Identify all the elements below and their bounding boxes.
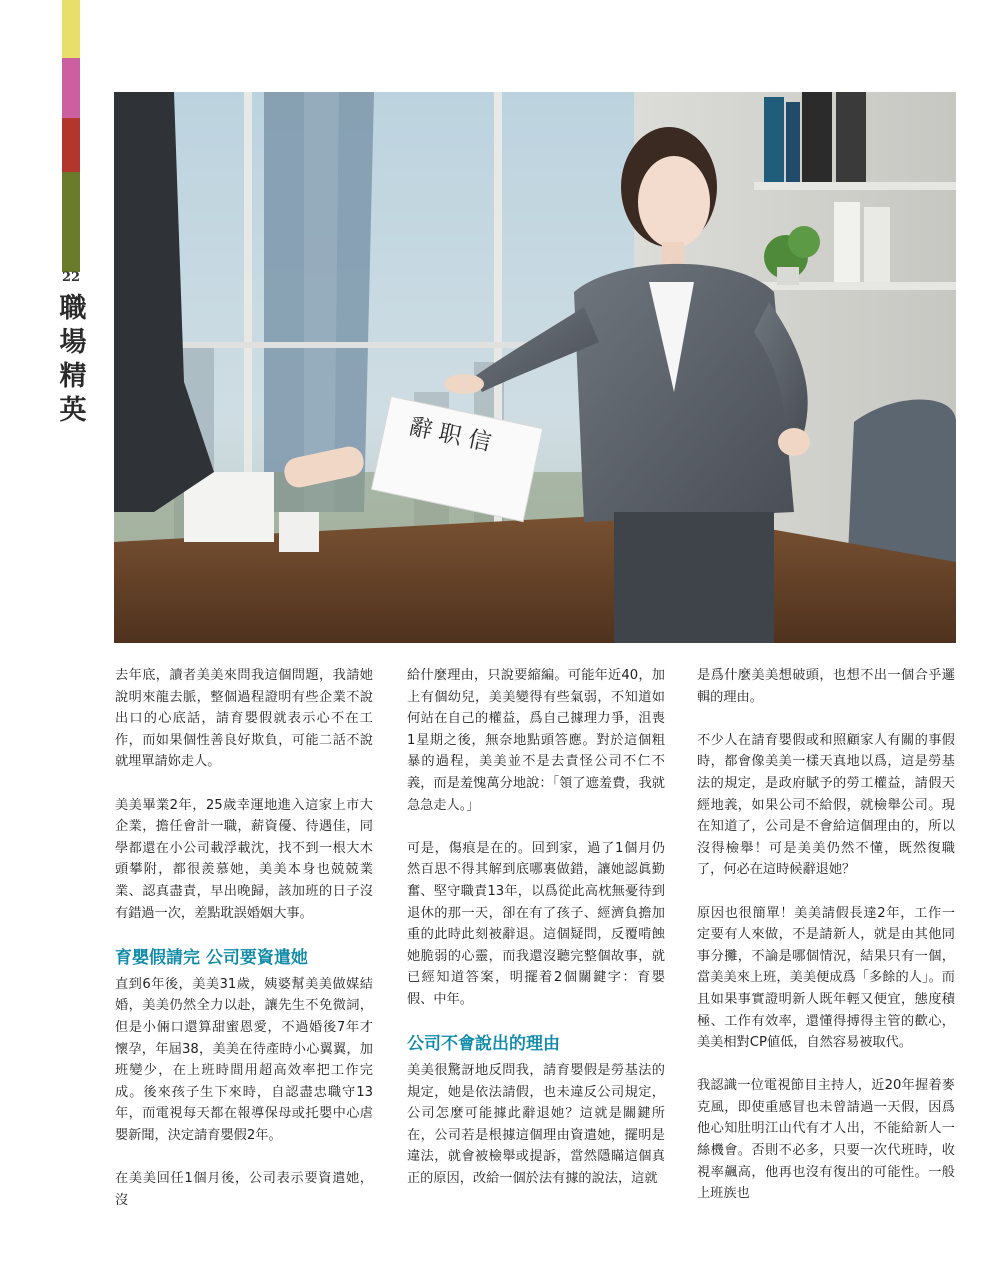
color-strip-red xyxy=(62,118,80,172)
paragraph: 原因也很簡單！美美請假長達2年，工作一定要有人來做，不是請新人，就是由其他同事分攤，不論是哪個情況，結果只有一個，當美美來上班，美美便成爲「多餘的人」。而且如果事實證明新人既年輕又便宜，態度積極、工作有效率，還懂得搏得主管的歡心，美美相對CP値低，自然容易被取代。 xyxy=(697,905,955,1051)
article-column-3 xyxy=(697,665,955,1226)
article-photo xyxy=(114,92,956,643)
office-resignation-illustration xyxy=(114,92,956,643)
paragraph: 美美很驚訝地反問我，請育嬰假是勞基法的規定，她是依法請假，也未違反公司規定，公司怎麼可能據此辭退她？這就是關鍵所在，公司若是根據這個理由資遣她，擺明是違法，就會被檢舉或提訴，當然隱瞞這個真正的原因，改給一個於法有據的說法，這就 xyxy=(407,1063,665,1187)
paragraph: 給什麼理由，只說要縮編。可能年近40，加上有個幼兒，美美變得有些氣弱，不知道如何站在自己的權益，爲自己據理力爭，沮喪1星期之後，無奈地點頭答應。對於這個粗暴的過程，美美並不是去責怪公司不仁不義，而是羞愧萬分地說：「領了遮羞費，我就急急走人。」 xyxy=(407,668,665,813)
paragraph: 可是，傷痕是在的。回到家，過了1個月仍然百思不得其解到底哪裏做錯，讓她認眞勤奮、堅守職責13年，以爲從此高枕無憂待到退休的那一天，卻在有了孩子、經濟負擔加重的此時此刻被辭退。這個疑問，反覆啃蝕她脆弱的心靈，而我還沒聽完整個故事，就已經知道答案，明擺着2個關鍵字：育嬰假、中年。 xyxy=(407,840,665,1007)
paragraph: 不少人在請育嬰假或和照顧家人有關的事假時，都會像美美一樣天真地以爲，這是勞基法的規定，是政府賦予的勞工權益，請假天經地義，如果公司不給假，就檢舉公司。現在知道了，公司是不會給這個理由的，所以沒得檢舉！可是美美仍然不懂，既然復職了，何必在這時候辭退她？ xyxy=(697,732,955,878)
article-column-2 xyxy=(407,665,665,1211)
resignation-letter-text: 辭职信 xyxy=(406,413,501,459)
section-title-char: 英 xyxy=(59,395,87,426)
color-strip-pink xyxy=(62,58,80,118)
subheading: 育嬰假請完 公司要資遣她 xyxy=(115,947,308,968)
section-title-char: 精 xyxy=(59,361,87,392)
paragraph: 直到6年後，美美31歲，姨婆幫美美做媒結婚，美美仍然全力以赴，讓先生不免微詞，但是小倆口還算甜蜜恩愛，不過婚後7年才懷孕，年屆38，美美在待產時小心翼翼，加班變少，在上班時間用超高效率把工作完成。後來孩子生下來時，自認盡忠職守13年，而電視每天都在報導保母或托嬰中心虐嬰新聞，決定請育嬰假2年。 xyxy=(115,976,373,1143)
paragraph: 是爲什麼美美想破頭，也想不出一個合乎邏輯的理由。 xyxy=(697,668,955,705)
section-title-char: 職 xyxy=(59,293,87,324)
paragraph: 我認識一位電視節目主持人，近20年握着麥克風，即使重感冒也未曾請過一天假，因爲他心知肚明江山代有才人出，不能給新人一絲機會。否則不必多，只要一次代班時，收視率飆高，他再也沒有復出的可能性。一般上班族也 xyxy=(697,1078,955,1202)
color-strip-yellow xyxy=(62,0,80,58)
article-column-1 xyxy=(115,665,373,1233)
color-strip-olive xyxy=(62,172,80,272)
subheading: 公司不會說出的理由 xyxy=(407,1034,560,1055)
paragraph: 在美美回任1個月後，公司表示要資遣她，沒 xyxy=(115,1171,373,1208)
section-title-char: 場 xyxy=(59,327,87,358)
page-number: 22 xyxy=(62,270,81,285)
paragraph: 去年底，讀者美美來問我這個問題，我請她說明來龍去脈，整個過程證明有些企業不說出口的心底話，請育嬰假就表示心不在工作，而如果個性善良好欺負，可能二話不說就埋單請妳走人。 xyxy=(115,668,373,770)
section-title xyxy=(56,292,90,428)
paragraph: 美美畢業2年，25歲幸運地進入這家上市大企業，擔任會計一職，薪資優、待遇佳，同學都還在小公司載浮載沈，找不到一根大木頭攀附，都很羨慕她，美美本身也兢兢業業、認真盡責，早出晚歸，該加班的日子沒有錯過一次，差點耽誤婚姻大事。 xyxy=(115,797,373,921)
